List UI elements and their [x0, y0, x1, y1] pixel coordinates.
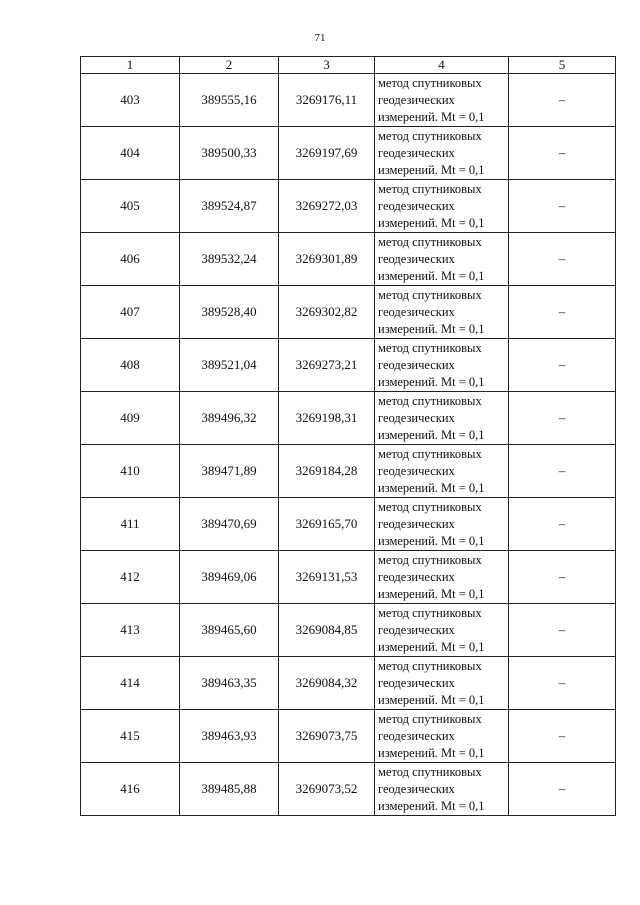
- y-coordinate-cell: 3269198,31: [279, 392, 375, 445]
- method-text-line: метод спутниковых: [378, 287, 482, 302]
- point-number-cell: 405: [81, 180, 180, 233]
- method-text-line: геодезических: [378, 145, 455, 160]
- point-number-cell: 412: [81, 551, 180, 604]
- table-row: [81, 604, 616, 657]
- point-number-cell: 404: [81, 127, 180, 180]
- method-text-line: измерений. Mt = 0,1: [378, 321, 485, 336]
- method-cell: [375, 604, 509, 657]
- point-number-cell: 411: [81, 498, 180, 551]
- column-header-1: 1: [81, 57, 180, 74]
- y-coordinate-cell: 3269301,89: [279, 233, 375, 286]
- y-coordinate-cell: 3269073,75: [279, 710, 375, 763]
- method-text-line: геодезических: [378, 304, 455, 319]
- method-text-line: геодезических: [378, 410, 455, 425]
- method-text-line: измерений. Mt = 0,1: [378, 639, 485, 654]
- x-coordinate-cell: 389471,89: [180, 445, 279, 498]
- y-coordinate-cell: 3269184,28: [279, 445, 375, 498]
- method-text-line: метод спутниковых: [378, 393, 482, 408]
- point-number-cell: 406: [81, 233, 180, 286]
- method-cell: [375, 74, 509, 127]
- method-text-line: измерений. Mt = 0,1: [378, 374, 485, 389]
- method-cell: [375, 710, 509, 763]
- note-cell: –: [509, 286, 616, 339]
- method-cell: [375, 180, 509, 233]
- y-coordinate-cell: 3269131,53: [279, 551, 375, 604]
- table-row: [81, 445, 616, 498]
- x-coordinate-cell: 389470,69: [180, 498, 279, 551]
- method-text-line: геодезических: [378, 198, 455, 213]
- page-number: 71: [314, 32, 326, 44]
- method-text-line: геодезических: [378, 357, 455, 372]
- method-cell: [375, 498, 509, 551]
- note-cell: –: [509, 445, 616, 498]
- table-row: [81, 498, 616, 551]
- x-coordinate-cell: 389528,40: [180, 286, 279, 339]
- y-coordinate-cell: 3269272,03: [279, 180, 375, 233]
- y-coordinate-cell: 3269273,21: [279, 339, 375, 392]
- method-text-line: измерений. Mt = 0,1: [378, 109, 485, 124]
- method-text-line: геодезических: [378, 728, 455, 743]
- method-text-line: измерений. Mt = 0,1: [378, 692, 485, 707]
- method-cell: [375, 233, 509, 286]
- method-cell: [375, 286, 509, 339]
- y-coordinate-cell: 3269302,82: [279, 286, 375, 339]
- point-number-cell: 413: [81, 604, 180, 657]
- method-text-line: измерений. Mt = 0,1: [378, 533, 485, 548]
- table-row: [81, 657, 616, 710]
- method-text-line: метод спутниковых: [378, 181, 482, 196]
- method-text-line: измерений. Mt = 0,1: [378, 480, 485, 495]
- method-cell: [375, 339, 509, 392]
- point-number-cell: 416: [81, 763, 180, 816]
- table-row: [81, 286, 616, 339]
- x-coordinate-cell: 389500,33: [180, 127, 279, 180]
- x-coordinate-cell: 389485,88: [180, 763, 279, 816]
- method-text-line: метод спутниковых: [378, 234, 482, 249]
- column-header-3: 3: [279, 57, 375, 74]
- point-number-cell: 407: [81, 286, 180, 339]
- x-coordinate-cell: 389555,16: [180, 74, 279, 127]
- table-row: [81, 710, 616, 763]
- note-cell: –: [509, 392, 616, 445]
- method-text-line: геодезических: [378, 622, 455, 637]
- method-text-line: геодезических: [378, 463, 455, 478]
- method-text-line: измерений. Mt = 0,1: [378, 745, 485, 760]
- point-number-cell: 410: [81, 445, 180, 498]
- x-coordinate-cell: 389532,24: [180, 233, 279, 286]
- method-text-line: метод спутниковых: [378, 446, 482, 461]
- note-cell: –: [509, 233, 616, 286]
- point-number-cell: 408: [81, 339, 180, 392]
- method-text-line: измерений. Mt = 0,1: [378, 586, 485, 601]
- table-row: [81, 180, 616, 233]
- method-text-line: метод спутниковых: [378, 75, 482, 90]
- column-header-2: 2: [180, 57, 279, 74]
- method-text-line: измерений. Mt = 0,1: [378, 268, 485, 283]
- method-cell: [375, 551, 509, 604]
- x-coordinate-cell: 389521,04: [180, 339, 279, 392]
- method-cell: [375, 657, 509, 710]
- table-row: [81, 551, 616, 604]
- point-number-cell: 415: [81, 710, 180, 763]
- point-number-cell: 403: [81, 74, 180, 127]
- method-text-line: геодезических: [378, 569, 455, 584]
- note-cell: –: [509, 74, 616, 127]
- method-cell: [375, 127, 509, 180]
- x-coordinate-cell: 389524,87: [180, 180, 279, 233]
- method-text-line: геодезических: [378, 675, 455, 690]
- method-text-line: геодезических: [378, 92, 455, 107]
- note-cell: –: [509, 339, 616, 392]
- method-text-line: измерений. Mt = 0,1: [378, 427, 485, 442]
- column-header-4: 4: [375, 57, 509, 74]
- method-text-line: метод спутниковых: [378, 764, 482, 779]
- table-header-row: [81, 57, 616, 74]
- y-coordinate-cell: 3269073,52: [279, 763, 375, 816]
- note-cell: –: [509, 657, 616, 710]
- method-cell: [375, 392, 509, 445]
- method-text-line: измерений. Mt = 0,1: [378, 215, 485, 230]
- method-text-line: метод спутниковых: [378, 340, 482, 355]
- method-text-line: метод спутниковых: [378, 552, 482, 567]
- x-coordinate-cell: 389463,35: [180, 657, 279, 710]
- note-cell: –: [509, 498, 616, 551]
- note-cell: –: [509, 180, 616, 233]
- method-text-line: метод спутниковых: [378, 658, 482, 673]
- note-cell: –: [509, 763, 616, 816]
- method-text-line: метод спутниковых: [378, 499, 482, 514]
- y-coordinate-cell: 3269165,70: [279, 498, 375, 551]
- x-coordinate-cell: 389463,93: [180, 710, 279, 763]
- method-cell: [375, 445, 509, 498]
- note-cell: –: [509, 127, 616, 180]
- point-number-cell: 414: [81, 657, 180, 710]
- table-row: [81, 127, 616, 180]
- x-coordinate-cell: 389496,32: [180, 392, 279, 445]
- method-cell: [375, 763, 509, 816]
- note-cell: –: [509, 604, 616, 657]
- note-cell: –: [509, 710, 616, 763]
- point-number-cell: 409: [81, 392, 180, 445]
- table-row: [81, 339, 616, 392]
- method-text-line: измерений. Mt = 0,1: [378, 162, 485, 177]
- method-text-line: метод спутниковых: [378, 711, 482, 726]
- method-text-line: измерений. Mt = 0,1: [378, 798, 485, 813]
- method-text-line: геодезических: [378, 251, 455, 266]
- method-text-line: геодезических: [378, 516, 455, 531]
- table-body: [81, 74, 616, 816]
- y-coordinate-cell: 3269197,69: [279, 127, 375, 180]
- y-coordinate-cell: 3269084,85: [279, 604, 375, 657]
- table-row: [81, 763, 616, 816]
- x-coordinate-cell: 389465,60: [180, 604, 279, 657]
- table-row: [81, 392, 616, 445]
- table-row: [81, 233, 616, 286]
- method-text-line: метод спутниковых: [378, 605, 482, 620]
- y-coordinate-cell: 3269176,11: [279, 74, 375, 127]
- note-cell: –: [509, 551, 616, 604]
- coordinates-table: [80, 56, 616, 816]
- column-header-5: 5: [509, 57, 616, 74]
- y-coordinate-cell: 3269084,32: [279, 657, 375, 710]
- x-coordinate-cell: 389469,06: [180, 551, 279, 604]
- method-text-line: метод спутниковых: [378, 128, 482, 143]
- method-text-line: геодезических: [378, 781, 455, 796]
- table-row: [81, 74, 616, 127]
